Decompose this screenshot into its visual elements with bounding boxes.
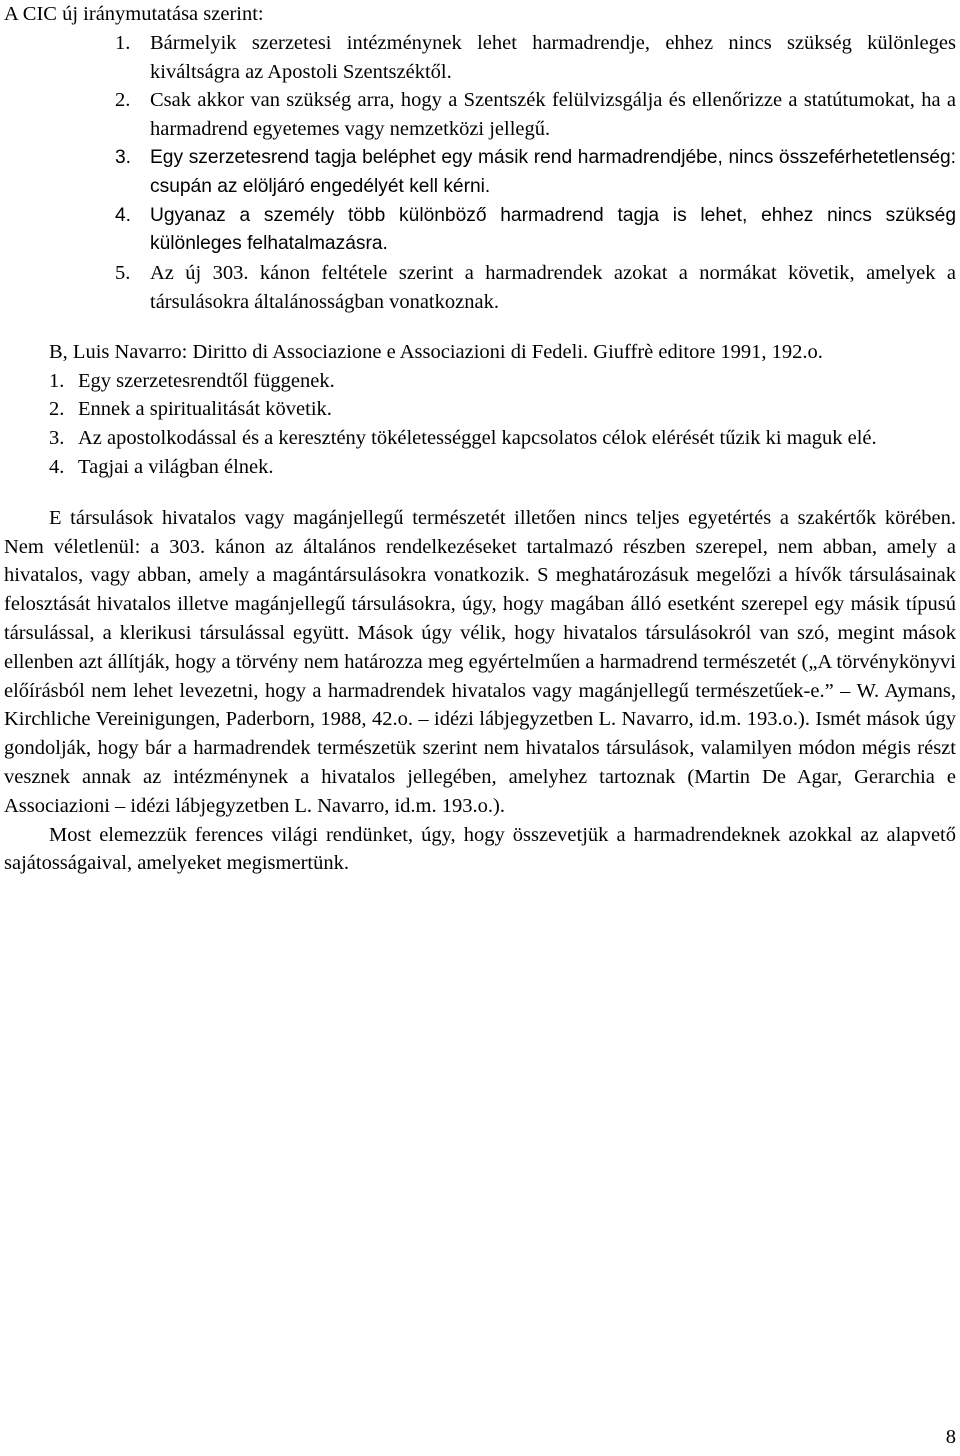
list-item-text: Ugyanaz a személy több különböző harmadrend tagja is lehet, ehhez nincs szükség különleges felhatalmazásra. bbox=[150, 204, 956, 255]
list-item-text: Tagjai a világban élnek. bbox=[78, 455, 274, 478]
list-item-text: Bármelyik szerzetesi intézménynek lehet harmadrendje, ehhez nincs szükség különleges kiváltságra az Apostoli Szentszéktől. bbox=[150, 31, 956, 83]
list-item-text: Egy szerzetesrendtől függenek. bbox=[78, 369, 335, 392]
navarro-list bbox=[4, 367, 956, 482]
list-item-text: Csak akkor van szükség arra, hogy a Szentszék felülvizsgálja és ellenőrizze a statútumokat, ha a harmadrend egyetemes vagy nemzetközi jellegű. bbox=[150, 89, 956, 141]
cic-guidelines-list bbox=[4, 29, 956, 317]
list-item-number: 1. bbox=[49, 369, 65, 392]
list-item-number: 4. bbox=[49, 455, 65, 478]
list-item-number: 1. bbox=[115, 31, 131, 54]
list-item-number: 5. bbox=[115, 262, 131, 285]
list-item-text: Ennek a spiritualitását követik. bbox=[78, 398, 332, 421]
navarro-section bbox=[4, 338, 956, 482]
list-item-text: Az apostolkodással és a keresztény tökéletességgel kapcsolatos célok elérését tűzik ki maguk elé. bbox=[78, 427, 877, 450]
page-number: 8 bbox=[945, 1426, 956, 1448]
list-item-number: 2. bbox=[49, 398, 65, 421]
cic-heading: A CIC új iránymutatása szerint: bbox=[4, 3, 264, 25]
list-item bbox=[4, 86, 956, 144]
document-page bbox=[4, 0, 956, 878]
list-item-number: 4. bbox=[115, 204, 132, 226]
list-item bbox=[4, 453, 956, 482]
list-item bbox=[4, 424, 956, 453]
list-item-number: 3. bbox=[115, 146, 132, 168]
body-paragraph-1: E társulások hivatalos vagy magánjellegű természetét illetően nincs teljes egyetértés a szakértők körében. Nem véletlenül: a 303. kánon az általános rendelkezéseket tartalmazó részben szerepel, nem abban, amely a hivatalos, vagy abban, amely a magántársulásokra vonatkozik. S meghatározásuk megelőzi a hívők társulásainak felosztását hivatalos illetve magánjellegű társulásokra, úgy, hogy magában álló esetként szerepel egy másik típusú társulással, a klerikusi társulással együtt. Mások úgy vélik, hogy hivatalos társulásokról van szó, megint mások ellenben azt állítják, hogy a törvény nem határozza meg egyértelműen a harmadrend természetét („A törvénykönyvi előírásból nem lehet levezetni, hogy a harmadrendek hivatalos vagy magánjellegű természetűek-e.” – W. Aymans, Kirchliche Vereinigungen, Paderborn, 1988, 42.o. – idézi lábjegyzetben L. Navarro, id.m. 193.o.). Ismét mások úgy gondolják, hogy bár a harmadrendek természetük szerint nem hivatalos társulások, valamilyen módon mégis részt vesznek annak az intézménynek a hivatalos jellegében, amelyhez tartoznak (Martin De Agar, Gerarchia e Associazioni – idézi lábjegyzetben L. Navarro, id.m. 193.o.). bbox=[4, 506, 956, 817]
list-item bbox=[4, 367, 956, 396]
list-item bbox=[4, 29, 956, 87]
list-item bbox=[4, 395, 956, 424]
list-item-number: 2. bbox=[115, 89, 131, 112]
list-item-text: Egy szerzetesrend tagja beléphet egy másik rend harmadrendjébe, nincs összeférhetetlenség: csupán az elöljáró engedélyét kell kérni. bbox=[150, 146, 956, 197]
navarro-citation: B, Luis Navarro: Diritto di Associazione e Associazioni di Fedeli. Giuffrè editore 1991, 192.o. bbox=[49, 340, 823, 363]
list-item bbox=[4, 259, 956, 317]
list-item-text: Az új 303. kánon feltétele szerint a harmadrendek azokat a normákat követik, amelyek a társulásokra általánosságban vonatkoznak. bbox=[150, 262, 956, 313]
list-item-number: 3. bbox=[49, 427, 65, 450]
list-item bbox=[4, 202, 956, 260]
body-paragraph-2: Most elemezzük ferences világi rendünket, úgy, hogy összevetjük a harmadrendeknek azokkal az alapvető sajátosságaival, amelyeket megismertünk. bbox=[4, 823, 956, 875]
list-item bbox=[4, 144, 956, 202]
paragraph-spacer bbox=[4, 482, 956, 504]
